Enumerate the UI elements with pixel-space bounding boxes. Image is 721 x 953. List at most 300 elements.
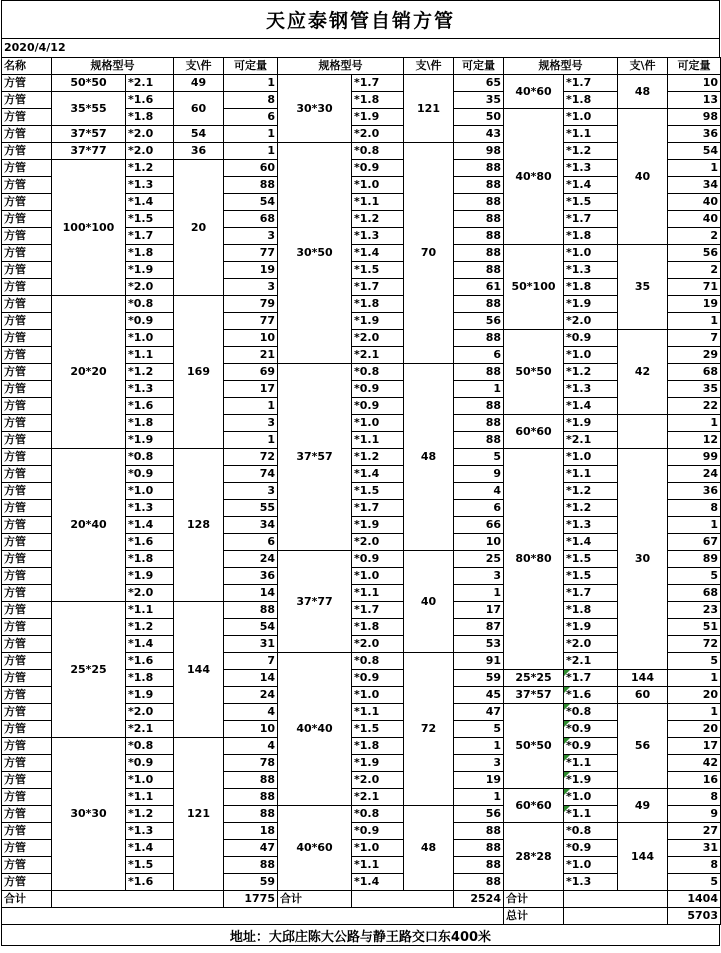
right-size-cell: 60*60 [504, 789, 564, 823]
middle-qty-cell: 10 [454, 534, 504, 551]
left-qty-cell: 24 [224, 687, 278, 704]
left-gauge-cell: *0.9 [126, 466, 174, 483]
header-qty-right: 可定量 [668, 58, 721, 75]
right-qty-cell: 20 [668, 721, 721, 738]
row-name: 方管 [2, 415, 52, 432]
left-qty-cell: 60 [224, 160, 278, 177]
right-qty-cell: 20 [668, 687, 721, 704]
middle-gauge-cell: *2.1 [352, 789, 404, 806]
middle-pieces-cell: 48 [404, 806, 454, 891]
left-pieces-cell: 20 [174, 160, 224, 296]
middle-gauge-cell: *1.0 [352, 687, 404, 704]
right-qty-cell: 29 [668, 347, 721, 364]
right-gauge-cell: *0.9 [564, 721, 618, 738]
right-qty-cell: 17 [668, 738, 721, 755]
row-name: 方管 [2, 551, 52, 568]
right-qty-cell: 36 [668, 126, 721, 143]
right-gauge-cell: *1.3 [564, 517, 618, 534]
middle-qty-cell: 3 [454, 568, 504, 585]
right-qty-cell: 2 [668, 228, 721, 245]
middle-gauge-cell: *2.0 [352, 330, 404, 347]
left-gauge-cell: *1.6 [126, 398, 174, 415]
middle-gauge-cell: *1.0 [352, 177, 404, 194]
left-qty-cell: 14 [224, 670, 278, 687]
right-gauge-cell: *1.3 [564, 262, 618, 279]
middle-qty-cell: 88 [454, 211, 504, 228]
row-name: 方管 [2, 500, 52, 517]
middle-qty-cell: 87 [454, 619, 504, 636]
right-qty-cell: 8 [668, 500, 721, 517]
middle-gauge-cell: *0.9 [352, 398, 404, 415]
right-pieces-cell: 30 [618, 449, 668, 670]
row-name: 方管 [2, 262, 52, 279]
left-gauge-cell: *1.5 [126, 211, 174, 228]
right-gauge-cell: *0.9 [564, 330, 618, 347]
row-name: 方管 [2, 721, 52, 738]
middle-qty-cell: 19 [454, 772, 504, 789]
right-gauge-cell: *1.0 [564, 245, 618, 262]
middle-size-cell: 30*50 [278, 143, 352, 364]
row-name: 方管 [2, 653, 52, 670]
left-qty-cell: 1 [224, 126, 278, 143]
middle-gauge-cell: *0.9 [352, 381, 404, 398]
right-gauge-cell: *1.9 [564, 415, 618, 432]
right-gauge-cell: *1.0 [564, 347, 618, 364]
middle-qty-cell: 5 [454, 449, 504, 466]
middle-gauge-cell: *1.7 [352, 75, 404, 92]
left-qty-cell: 3 [224, 483, 278, 500]
left-gauge-cell: *1.5 [126, 857, 174, 874]
middle-total-label: 合计 [278, 891, 352, 908]
right-qty-cell: 54 [668, 143, 721, 160]
left-qty-cell: 88 [224, 602, 278, 619]
left-pieces-cell: 49 [174, 75, 224, 92]
right-pieces-cell: 144 [618, 670, 668, 687]
left-gauge-cell: *1.9 [126, 262, 174, 279]
middle-qty-cell: 17 [454, 602, 504, 619]
row-name: 方管 [2, 704, 52, 721]
right-gauge-cell: *1.0 [564, 449, 618, 466]
right-gauge-cell: *1.0 [564, 789, 618, 806]
row-name: 方管 [2, 228, 52, 245]
left-qty-cell: 31 [224, 636, 278, 653]
middle-gauge-cell: *0.8 [352, 143, 404, 160]
left-qty-cell: 55 [224, 500, 278, 517]
middle-gauge-cell: *1.5 [352, 483, 404, 500]
middle-pieces-cell: 121 [404, 75, 454, 143]
right-qty-cell: 72 [668, 636, 721, 653]
right-qty-cell: 9 [668, 806, 721, 823]
grand-total-spacer-right [564, 908, 668, 925]
right-gauge-cell: *1.2 [564, 500, 618, 517]
middle-gauge-cell: *1.3 [352, 228, 404, 245]
middle-total-spacer [352, 891, 454, 908]
left-gauge-cell: *1.2 [126, 806, 174, 823]
right-qty-cell: 2 [668, 262, 721, 279]
middle-qty-cell: 88 [454, 857, 504, 874]
row-name: 方管 [2, 126, 52, 143]
spreadsheet [1, 0, 720, 946]
right-qty-cell: 1 [668, 517, 721, 534]
right-gauge-cell: *1.0 [564, 857, 618, 874]
left-qty-cell: 74 [224, 466, 278, 483]
right-qty-cell: 89 [668, 551, 721, 568]
left-pieces-cell: 169 [174, 296, 224, 449]
row-name: 方管 [2, 823, 52, 840]
middle-qty-cell: 88 [454, 228, 504, 245]
right-gauge-cell: *1.8 [564, 279, 618, 296]
sheet-title: 天应泰钢管自销方管 [1, 0, 720, 39]
right-gauge-cell: *2.1 [564, 653, 618, 670]
middle-gauge-cell: *1.2 [352, 211, 404, 228]
right-qty-cell: 36 [668, 483, 721, 500]
left-gauge-cell: *1.2 [126, 364, 174, 381]
left-gauge-cell: *1.3 [126, 381, 174, 398]
middle-total-value: 2524 [454, 891, 504, 908]
left-qty-cell: 1 [224, 143, 278, 160]
left-gauge-cell: *1.1 [126, 347, 174, 364]
right-qty-cell: 1 [668, 313, 721, 330]
header-pieces-right: 支\件 [618, 58, 668, 75]
right-size-cell: 80*80 [504, 449, 564, 670]
header-qty-left: 可定量 [224, 58, 278, 75]
middle-qty-cell: 1 [454, 738, 504, 755]
left-qty-cell: 54 [224, 619, 278, 636]
right-gauge-cell: *1.1 [564, 126, 618, 143]
header-pieces-left: 支\件 [174, 58, 224, 75]
middle-qty-cell: 50 [454, 109, 504, 126]
middle-gauge-cell: *1.7 [352, 279, 404, 296]
left-gauge-cell: *1.3 [126, 177, 174, 194]
right-size-cell: 60*60 [504, 415, 564, 449]
middle-qty-cell: 9 [454, 466, 504, 483]
middle-gauge-cell: *1.5 [352, 721, 404, 738]
left-gauge-cell: *0.8 [126, 296, 174, 313]
left-qty-cell: 3 [224, 279, 278, 296]
right-gauge-cell: *1.2 [564, 364, 618, 381]
middle-gauge-cell: *1.9 [352, 517, 404, 534]
grand-total-row [2, 908, 721, 925]
row-name: 方管 [2, 109, 52, 126]
middle-size-cell: 37*77 [278, 551, 352, 653]
left-size-cell: 100*100 [52, 160, 126, 296]
left-qty-cell: 59 [224, 874, 278, 891]
middle-gauge-cell: *1.1 [352, 585, 404, 602]
left-qty-cell: 18 [224, 823, 278, 840]
left-qty-cell: 88 [224, 857, 278, 874]
left-gauge-cell: *1.4 [126, 636, 174, 653]
left-gauge-cell: *2.0 [126, 143, 174, 160]
row-name: 方管 [2, 432, 52, 449]
right-size-cell: 40*60 [504, 75, 564, 109]
right-size-cell: 40*80 [504, 109, 564, 245]
middle-qty-cell: 56 [454, 313, 504, 330]
row-name: 方管 [2, 687, 52, 704]
right-total-spacer [564, 891, 668, 908]
middle-qty-cell: 43 [454, 126, 504, 143]
middle-pieces-cell: 40 [404, 551, 454, 653]
left-qty-cell: 6 [224, 534, 278, 551]
left-gauge-cell: *1.1 [126, 602, 174, 619]
right-qty-cell: 8 [668, 789, 721, 806]
right-qty-cell: 5 [668, 568, 721, 585]
left-gauge-cell: *1.1 [126, 789, 174, 806]
right-qty-cell: 12 [668, 432, 721, 449]
left-pieces-cell: 128 [174, 449, 224, 602]
middle-qty-cell: 88 [454, 823, 504, 840]
right-gauge-cell: *1.4 [564, 534, 618, 551]
right-qty-cell: 1 [668, 415, 721, 432]
right-qty-cell: 27 [668, 823, 721, 840]
middle-gauge-cell: *1.5 [352, 262, 404, 279]
left-total-label: 合计 [2, 891, 52, 908]
right-gauge-cell: *1.3 [564, 381, 618, 398]
right-gauge-cell: *1.5 [564, 551, 618, 568]
row-name: 方管 [2, 806, 52, 823]
right-qty-cell: 16 [668, 772, 721, 789]
left-gauge-cell: *1.4 [126, 194, 174, 211]
left-gauge-cell: *1.8 [126, 245, 174, 262]
right-qty-cell: 56 [668, 245, 721, 262]
grand-total-spacer [2, 908, 504, 925]
middle-gauge-cell: *0.9 [352, 823, 404, 840]
row-name: 方管 [2, 772, 52, 789]
right-gauge-cell: *0.8 [564, 704, 618, 721]
middle-gauge-cell: *1.2 [352, 449, 404, 466]
left-gauge-cell: *2.0 [126, 585, 174, 602]
left-gauge-cell: *1.4 [126, 840, 174, 857]
left-qty-cell: 4 [224, 704, 278, 721]
middle-qty-cell: 61 [454, 279, 504, 296]
left-pieces-cell: 121 [174, 738, 224, 891]
right-size-cell: 50*50 [504, 330, 564, 415]
middle-qty-cell: 6 [454, 500, 504, 517]
right-gauge-cell: *2.0 [564, 636, 618, 653]
left-qty-cell: 78 [224, 755, 278, 772]
middle-gauge-cell: *0.8 [352, 653, 404, 670]
middle-size-cell: 40*40 [278, 653, 352, 806]
middle-pieces-cell: 70 [404, 143, 454, 364]
middle-qty-cell: 88 [454, 364, 504, 381]
middle-qty-cell: 47 [454, 704, 504, 721]
left-gauge-cell: *1.2 [126, 619, 174, 636]
left-qty-cell: 1 [224, 432, 278, 449]
left-size-cell: 30*30 [52, 738, 126, 891]
right-qty-cell: 31 [668, 840, 721, 857]
right-gauge-cell: *1.9 [564, 772, 618, 789]
middle-qty-cell: 88 [454, 296, 504, 313]
left-total-value: 1775 [224, 891, 278, 908]
middle-size-cell: 40*60 [278, 806, 352, 891]
table-body [2, 58, 721, 925]
right-gauge-cell: *1.6 [564, 687, 618, 704]
right-qty-cell: 98 [668, 109, 721, 126]
row-name: 方管 [2, 143, 52, 160]
middle-gauge-cell: *1.1 [352, 432, 404, 449]
middle-size-cell: 30*30 [278, 75, 352, 143]
right-total-label: 合计 [504, 891, 564, 908]
middle-qty-cell: 88 [454, 262, 504, 279]
left-gauge-cell: *1.2 [126, 160, 174, 177]
middle-gauge-cell: *1.9 [352, 109, 404, 126]
header-spec-right: 规格型号 [504, 58, 618, 75]
left-gauge-cell: *2.0 [126, 126, 174, 143]
row-name: 方管 [2, 296, 52, 313]
right-qty-cell: 67 [668, 534, 721, 551]
row-name: 方管 [2, 585, 52, 602]
right-qty-cell: 10 [668, 75, 721, 92]
table-row [2, 449, 721, 466]
row-name: 方管 [2, 483, 52, 500]
left-qty-cell: 1 [224, 75, 278, 92]
right-gauge-cell: *1.7 [564, 585, 618, 602]
left-qty-cell: 14 [224, 585, 278, 602]
middle-qty-cell: 56 [454, 806, 504, 823]
right-total-value: 1404 [668, 891, 721, 908]
middle-gauge-cell: *1.4 [352, 245, 404, 262]
row-name: 方管 [2, 279, 52, 296]
row-name: 方管 [2, 755, 52, 772]
middle-qty-cell: 88 [454, 160, 504, 177]
left-size-cell: 25*25 [52, 602, 126, 738]
right-gauge-cell: *1.8 [564, 92, 618, 109]
right-gauge-cell: *1.9 [564, 619, 618, 636]
middle-gauge-cell: *1.0 [352, 415, 404, 432]
right-size-cell: 37*57 [504, 687, 564, 704]
row-name: 方管 [2, 364, 52, 381]
right-qty-cell: 51 [668, 619, 721, 636]
left-qty-cell: 19 [224, 262, 278, 279]
left-qty-cell: 7 [224, 653, 278, 670]
row-name: 方管 [2, 568, 52, 585]
middle-gauge-cell: *1.7 [352, 500, 404, 517]
right-gauge-cell: *1.1 [564, 466, 618, 483]
row-name: 方管 [2, 92, 52, 109]
row-name: 方管 [2, 211, 52, 228]
left-size-cell: 20*20 [52, 296, 126, 449]
left-qty-cell: 68 [224, 211, 278, 228]
middle-gauge-cell: *1.9 [352, 313, 404, 330]
right-gauge-cell: *1.4 [564, 398, 618, 415]
right-qty-cell: 13 [668, 92, 721, 109]
middle-qty-cell: 1 [454, 789, 504, 806]
left-gauge-cell: *1.9 [126, 568, 174, 585]
right-size-cell: 50*100 [504, 245, 564, 330]
table-row [2, 296, 721, 313]
header-pieces-middle: 支\件 [404, 58, 454, 75]
right-gauge-cell: *1.5 [564, 568, 618, 585]
middle-qty-cell: 88 [454, 194, 504, 211]
left-qty-cell: 72 [224, 449, 278, 466]
middle-qty-cell: 6 [454, 347, 504, 364]
right-pieces-cell: 48 [618, 75, 668, 109]
right-pieces-cell: 49 [618, 789, 668, 823]
middle-gauge-cell: *0.8 [352, 806, 404, 823]
left-gauge-cell: *0.9 [126, 313, 174, 330]
middle-gauge-cell: *1.4 [352, 466, 404, 483]
header-name: 名称 [2, 58, 52, 75]
right-gauge-cell: *1.2 [564, 143, 618, 160]
row-name: 方管 [2, 857, 52, 874]
right-gauge-cell: *1.3 [564, 160, 618, 177]
left-qty-cell: 77 [224, 313, 278, 330]
left-gauge-cell: *1.6 [126, 534, 174, 551]
right-size-cell: 25*25 [504, 670, 564, 687]
middle-gauge-cell: *1.1 [352, 704, 404, 721]
table-row [2, 143, 721, 160]
middle-qty-cell: 88 [454, 874, 504, 891]
row-name: 方管 [2, 466, 52, 483]
row-name: 方管 [2, 347, 52, 364]
left-gauge-cell: *1.3 [126, 823, 174, 840]
row-name: 方管 [2, 449, 52, 466]
left-pieces-cell: 36 [174, 143, 224, 160]
address-footer: 地址：大邱庄陈大公路与静王路交口东400米 [1, 925, 720, 946]
row-name: 方管 [2, 381, 52, 398]
left-gauge-cell: *1.6 [126, 92, 174, 109]
middle-gauge-cell: *1.7 [352, 602, 404, 619]
middle-gauge-cell: *0.9 [352, 160, 404, 177]
middle-gauge-cell: *1.8 [352, 619, 404, 636]
right-qty-cell: 42 [668, 755, 721, 772]
right-gauge-cell: *1.4 [564, 177, 618, 194]
left-gauge-cell: *2.0 [126, 704, 174, 721]
grand-total-value: 5703 [668, 908, 721, 925]
middle-pieces-cell: 72 [404, 653, 454, 806]
left-gauge-cell: *1.0 [126, 772, 174, 789]
right-gauge-cell: *1.8 [564, 602, 618, 619]
right-pieces-cell: 144 [618, 823, 668, 891]
left-gauge-cell: *1.4 [126, 517, 174, 534]
left-gauge-cell: *1.6 [126, 874, 174, 891]
middle-qty-cell: 88 [454, 398, 504, 415]
row-name: 方管 [2, 636, 52, 653]
middle-qty-cell: 88 [454, 415, 504, 432]
row-name: 方管 [2, 194, 52, 211]
left-pieces-cell: 144 [174, 602, 224, 738]
middle-qty-cell: 88 [454, 177, 504, 194]
right-gauge-cell: *1.7 [564, 211, 618, 228]
right-qty-cell: 24 [668, 466, 721, 483]
header-qty-middle: 可定量 [454, 58, 504, 75]
middle-gauge-cell: *1.1 [352, 857, 404, 874]
left-gauge-cell: *1.6 [126, 653, 174, 670]
row-name: 方管 [2, 670, 52, 687]
row-name: 方管 [2, 330, 52, 347]
right-qty-cell: 1 [668, 704, 721, 721]
right-size-cell: 50*50 [504, 704, 564, 789]
row-name: 方管 [2, 602, 52, 619]
middle-qty-cell: 25 [454, 551, 504, 568]
left-gauge-cell: *0.9 [126, 755, 174, 772]
middle-size-cell: 37*57 [278, 364, 352, 551]
right-gauge-cell: *0.9 [564, 738, 618, 755]
left-size-cell: 50*50 [52, 75, 126, 92]
left-gauge-cell: *1.0 [126, 330, 174, 347]
right-gauge-cell: *1.1 [564, 755, 618, 772]
right-gauge-cell: *1.7 [564, 670, 618, 687]
right-size-cell: 28*28 [504, 823, 564, 891]
middle-gauge-cell: *0.9 [352, 670, 404, 687]
left-qty-cell: 88 [224, 806, 278, 823]
left-qty-cell: 4 [224, 738, 278, 755]
left-gauge-cell: *1.0 [126, 483, 174, 500]
table-row [2, 160, 721, 177]
row-name: 方管 [2, 840, 52, 857]
right-gauge-cell: *1.0 [564, 109, 618, 126]
left-total-spacer [52, 891, 224, 908]
left-qty-cell: 34 [224, 517, 278, 534]
